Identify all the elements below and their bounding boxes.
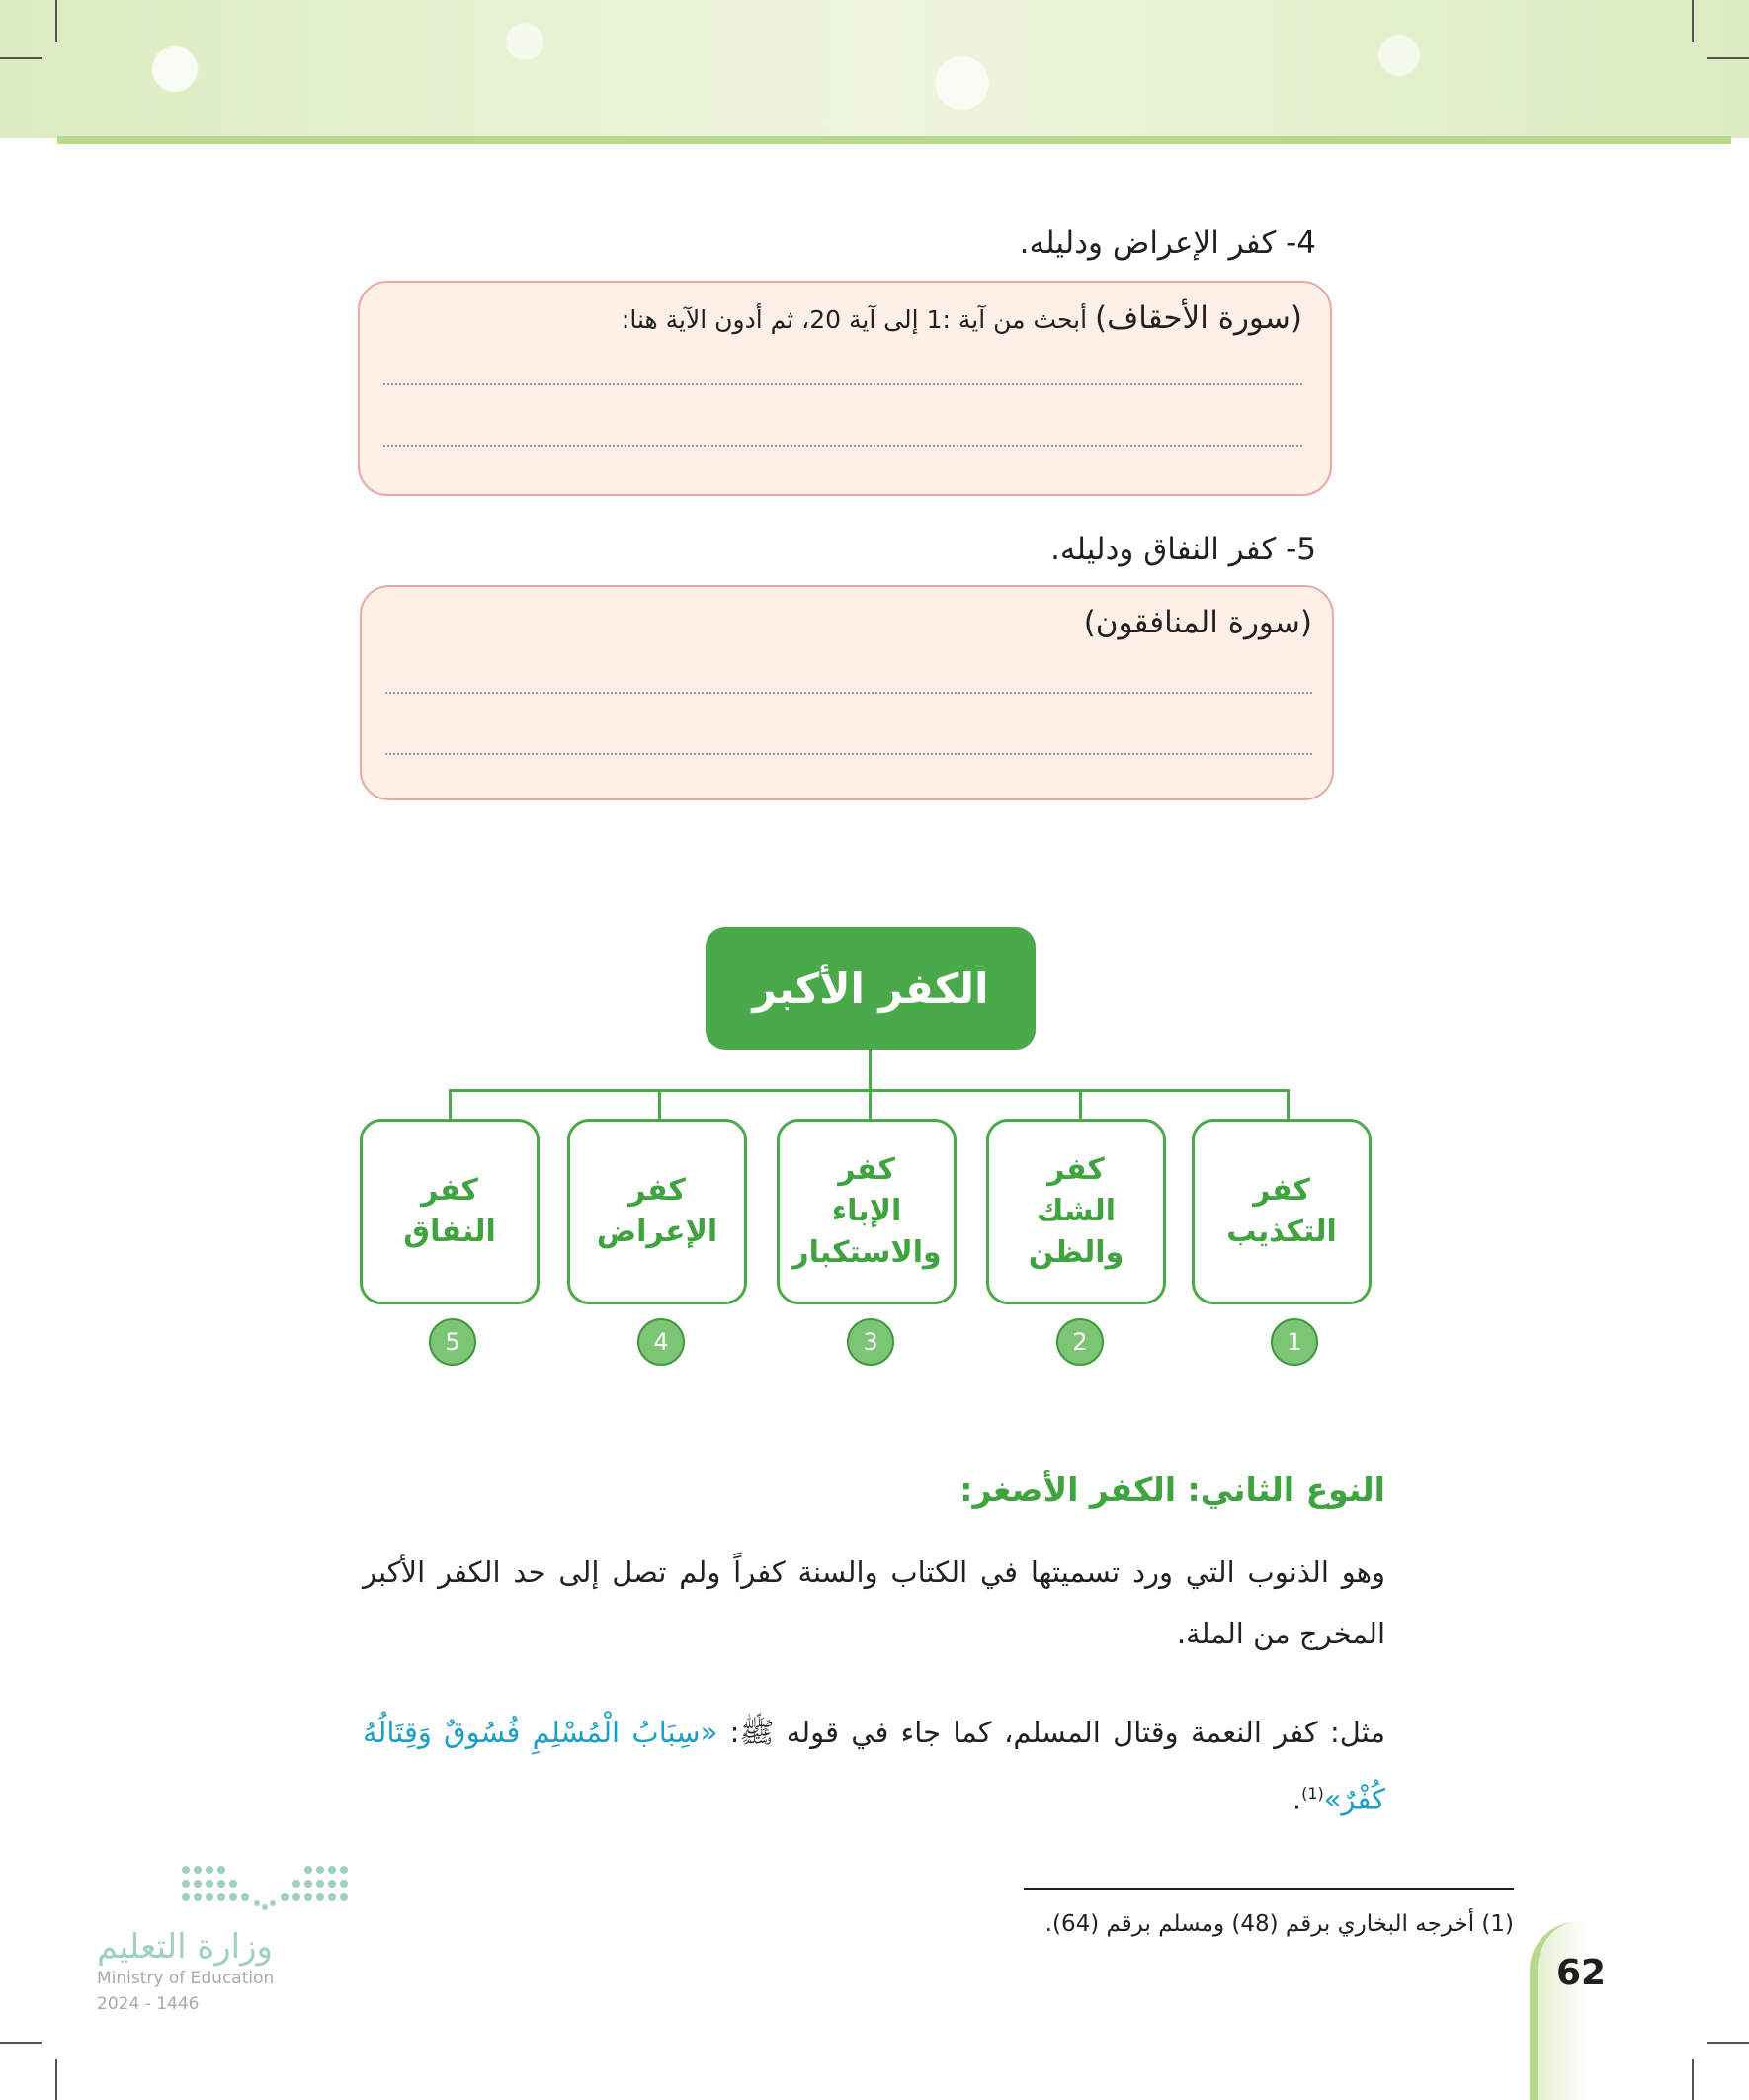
diagram-node-2 [986, 1119, 1166, 1304]
ministry-name-english: Ministry of Education [97, 1969, 275, 1988]
diagram-connector [1287, 1089, 1290, 1119]
crop-mark [1707, 57, 1749, 59]
header-pattern-band [0, 0, 1749, 138]
ministry-year: 2024 - 1446 [97, 1994, 200, 2014]
crop-mark [55, 2059, 57, 2100]
crop-mark [1707, 2042, 1749, 2044]
hint-instruction: أبحث من آية :1 إلى آية 20، ثم أدون الآية هنا: [621, 305, 1088, 334]
ministry-name-arabic: وزارة التعليم [97, 1927, 273, 1967]
diagram-node-5 [360, 1119, 540, 1304]
footnote-rule [1024, 1888, 1514, 1890]
crop-mark [1692, 2059, 1694, 2100]
example-line: مثل: كفر النعمة وقتال المسلم، كما جاء في قوله ﷺ: «سِبَابُ الْمُسْلِمِ فُسُوقٌ وَقِتَالُهُ كُفْرٌ»$^{(1)}$. [363, 1716, 1386, 1816]
node-line: التكذيب [1226, 1215, 1337, 1249]
answer-box-section-5 [360, 585, 1334, 800]
diagram-root-label: الكفر الأكبر [752, 964, 989, 1013]
node-line: الإباء [831, 1194, 902, 1228]
node-line: والظن [1028, 1235, 1124, 1270]
answer-box-section-4 [358, 281, 1332, 496]
node-line: كفر [1047, 1152, 1105, 1187]
answer-line[interactable] [385, 692, 1312, 694]
hadith-quote: «سِبَابُ الْمُسْلِمِ فُسُوقٌ وَقِتَالُهُ كُفْرٌ» [363, 1716, 1385, 1816]
surah-name: (سورة المنافقون) [1083, 605, 1312, 640]
footnote-ref[interactable]: (1) [1301, 1784, 1324, 1803]
answer-line[interactable] [383, 383, 1302, 385]
section-4-heading: 4- كفر الإعراض ودليله. [1019, 225, 1316, 261]
node-line: كفر [838, 1152, 895, 1187]
node-line: والاستكبار [791, 1235, 942, 1270]
node-line: الشك [1037, 1194, 1117, 1228]
ministry-logo-icon [178, 1862, 352, 1911]
diagram-number-badge: 1 [1271, 1318, 1318, 1366]
hint-text [622, 300, 1302, 336]
crop-mark [1692, 0, 1694, 42]
surah-name: (سورة الأحقاف) [1095, 300, 1302, 336]
crop-mark [0, 57, 42, 59]
header-divider [57, 136, 1731, 144]
node-line: كفر [421, 1173, 478, 1208]
diagram-connector [1079, 1089, 1082, 1119]
diagram-node-3 [777, 1119, 957, 1304]
diagram-root-node [706, 927, 1036, 1050]
page-number: 62 [1555, 1953, 1607, 1993]
minor-kufr-heading: النوع الثاني: الكفر الأصغر: [959, 1470, 1385, 1509]
node-line: النفاق [403, 1215, 496, 1249]
answer-line[interactable] [383, 445, 1302, 447]
page-number-tab [1530, 1922, 1624, 2100]
diagram-connector [869, 1050, 872, 1091]
node-line: كفر [628, 1173, 686, 1208]
diagram-number-badge: 3 [847, 1318, 894, 1366]
crop-mark [0, 2042, 42, 2044]
diagram-node-4 [567, 1119, 747, 1304]
node-line: كفر [1253, 1173, 1310, 1208]
footnote-text: (1) أخرجه البخاري برقم (48) ومسلم برقم (64). [1044, 1911, 1514, 1937]
diagram-number-badge: 2 [1056, 1318, 1104, 1366]
example-prefix: مثل: كفر النعمة وقتال المسلم، كما جاء في قوله ﷺ: [729, 1716, 1386, 1749]
node-line: الإعراض [596, 1215, 718, 1249]
minor-kufr-paragraph: وهو الذنوب التي ورد تسميتها في الكتاب والسنة كفراً ولم تصل إلى حد الكفر الأكبر المخرج من الملة. [363, 1555, 1385, 1650]
section-5-heading: 5- كفر النفاق ودليله. [1050, 532, 1316, 567]
hint-text [1084, 605, 1312, 640]
diagram-connector [449, 1089, 452, 1119]
crop-mark [55, 0, 57, 42]
diagram-connector [658, 1089, 661, 1119]
diagram-number-badge: 5 [429, 1318, 476, 1366]
answer-line[interactable] [385, 753, 1312, 755]
diagram-node-1 [1192, 1119, 1372, 1304]
diagram-number-badge: 4 [637, 1318, 685, 1366]
diagram-connector [869, 1089, 872, 1119]
